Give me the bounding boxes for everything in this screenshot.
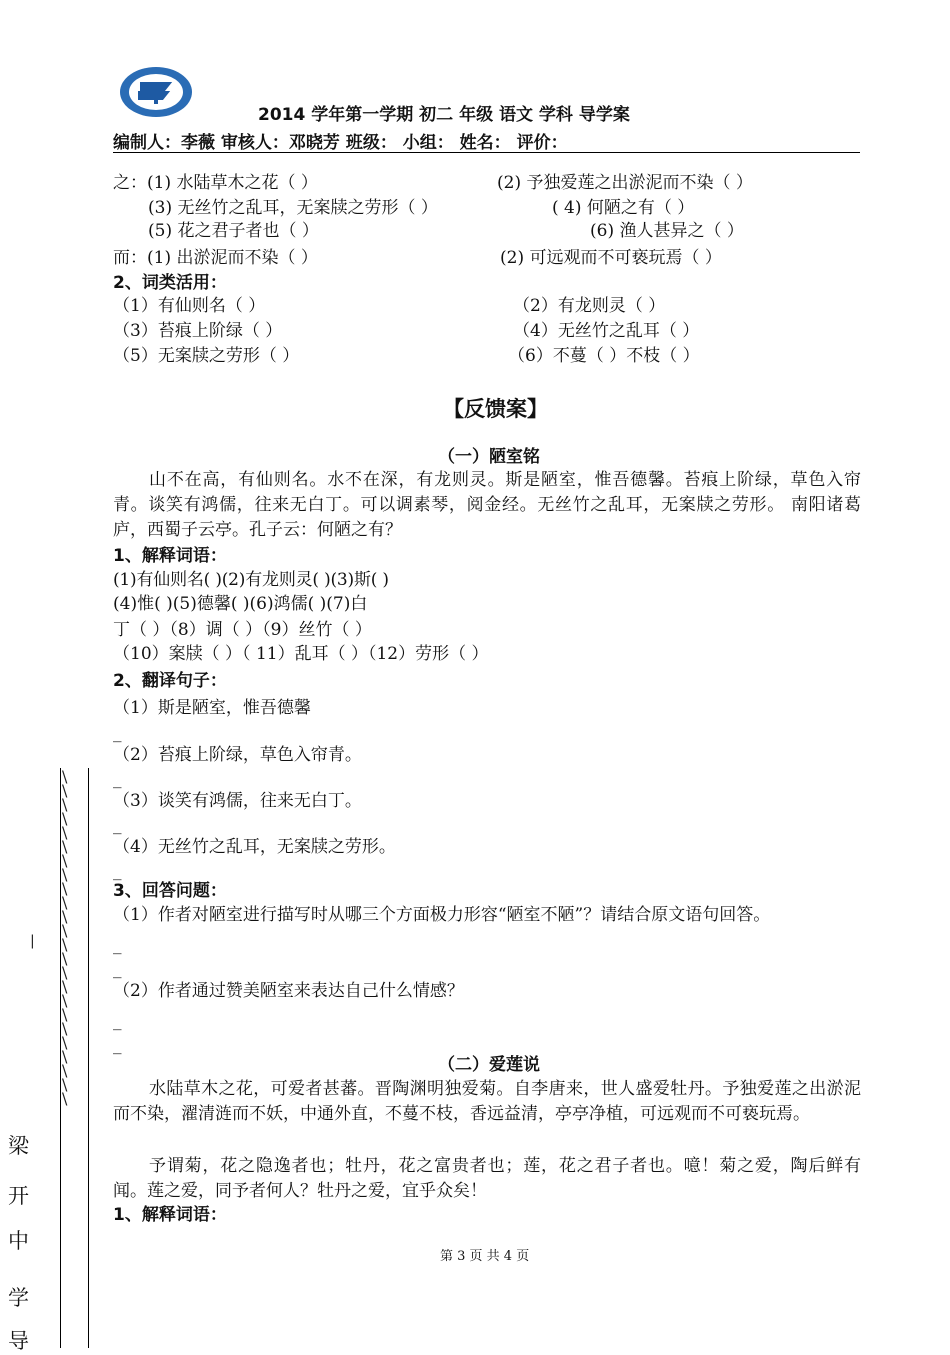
section-one-title: （一）陋室铭	[438, 447, 540, 467]
binding-line-left	[60, 768, 61, 1348]
side-char: 中	[8, 1229, 29, 1253]
cilei-item-6: （6）不蔓（ ）不枝（ ）	[508, 346, 700, 366]
school-logo	[118, 66, 194, 118]
cilei-item-2: （2）有龙则灵（ ）	[513, 296, 666, 316]
zhi-line-3a: (5) 花之君子者也（ ）	[148, 221, 319, 241]
page-footer: 第 3 页 共 4 页	[440, 1249, 530, 1264]
louximing-text: 山不在高，有仙则名。水不在深，有龙则灵。斯是陋室，惟吾德馨。苔痕上阶绿，草色入帘青。谈笑有鸿儒，往来无白丁。可以调素琴，阅金经。无丝竹之乱耳，无案牍之劳形。 南阳诸葛庐，西蜀子云亭。孔子云：何陋之有？	[113, 470, 861, 540]
zhi-line-1a: 之：(1) 水陆草木之花（ ）	[113, 173, 318, 193]
q1-row-3: 丁（ ）（8）调（ ）（9）丝竹（ ）	[113, 620, 372, 640]
header-info: 编制人：李薇 审核人：邓晓芳 班级： 小组： 姓名： 评价：	[113, 133, 568, 153]
q3-question-1: （1）作者对陋室进行描写时从哪三个方面极力形容“陋室不陋”？请结合原文语句回答。	[113, 905, 771, 925]
answer-line: _	[113, 935, 122, 955]
zhi-line-2a: (3) 无丝竹之乱耳，无案牍之劳形（ ）	[148, 198, 438, 218]
side-char: 开	[8, 1184, 29, 1208]
q1-heading: 1、解释词语：	[113, 546, 227, 566]
cilei-item-3: （3）苔痕上阶绿（ ）	[113, 321, 283, 341]
ailianshuo-text-1: 水陆草木之花，可爱者甚蕃。晋陶渊明独爱菊。自李唐来，世人盛爱牡丹。予独爱莲之出淤泥而不染，濯清涟而不妖，中通外直，不蔓不枝，香远益清，亭亭净植，可远观而不可亵玩焉。	[113, 1079, 861, 1124]
binding-mark: |	[30, 933, 35, 949]
zhi-line-2b: ( 4) 何陋之有（ ）	[552, 198, 695, 218]
er-line-b: (2) 可远观而不可亵玩焉（ ）	[500, 248, 722, 268]
answer-line: _	[113, 959, 122, 979]
answer-line: _	[113, 1011, 122, 1031]
header-divider	[113, 152, 860, 153]
q2-sentence-3: （3）谈笑有鸿儒，往来无白丁。	[113, 791, 362, 811]
er-line-a: 而：(1) 出淤泥而不染（ ）	[113, 248, 318, 268]
answer-line: _	[113, 723, 122, 743]
side-char: 导	[8, 1329, 29, 1353]
q1-row-1: (1)有仙则名( )(2)有龙则灵( )(3)斯( )	[113, 570, 389, 590]
section-two-title: （二）爱莲说	[438, 1055, 540, 1075]
q2-sentence-1: （1）斯是陋室，惟吾德馨	[113, 698, 311, 718]
ailianshuo-text-2: 予谓菊，花之隐逸者也；牡丹，花之富贵者也；莲，花之君子者也。噫！菊之爱，陶后鲜有闻。莲之爱，同予者何人？牡丹之爱，宜乎众矣！	[113, 1156, 861, 1201]
side-char: 学	[8, 1286, 29, 1310]
q4-heading: 1、解释词语：	[113, 1205, 227, 1225]
answer-line: _	[113, 861, 122, 881]
zhi-line-3b: (6) 渔人甚异之（ ）	[590, 221, 744, 241]
answer-line: _	[113, 769, 122, 789]
q2-heading: 2、翻译句子：	[113, 671, 227, 691]
q1-row-4: （10）案牍（ ）（ 11）乱耳（ ）（12）劳形（ ）	[113, 644, 489, 664]
answer-line: _	[113, 1035, 122, 1055]
cilei-item-1: （1）有仙则名（ ）	[113, 296, 266, 316]
q2-sentence-2: （2）苔痕上阶绿，草色入帘青。	[113, 745, 362, 765]
binding-line-right	[88, 768, 89, 1348]
q3-question-2: （2）作者通过赞美陋室来表达自己什么情感？	[113, 981, 464, 1001]
q2-sentence-4: （4）无丝竹之乱耳，无案牍之劳形。	[113, 837, 396, 857]
q1-row-2: (4)惟( )(5)德馨( )(6)鸿儒( )(7)白	[113, 594, 368, 614]
cilei-item-4: （4）无丝竹之乱耳（ ）	[513, 321, 700, 341]
binding-hatch: \ \ \ \ \ \ \ \ \ \ \ \ \ \ \ \ \ \ \ \ \ \ \ \	[62, 767, 68, 1108]
feedback-title: 【反馈案】	[443, 397, 548, 421]
answer-line: _	[113, 815, 122, 835]
q3-heading: 3、回答问题：	[113, 881, 227, 901]
zhi-line-1b: (2) 予独爱莲之出淤泥而不染（ ）	[497, 173, 753, 193]
cilei-heading: 2、词类活用：	[113, 273, 227, 293]
page-title: 2014 学年第一学期 初二 年级 语文 学科 导学案	[258, 105, 630, 125]
side-char: 梁	[8, 1134, 29, 1158]
cilei-item-5: （5）无案牍之劳形（ ）	[113, 346, 300, 366]
